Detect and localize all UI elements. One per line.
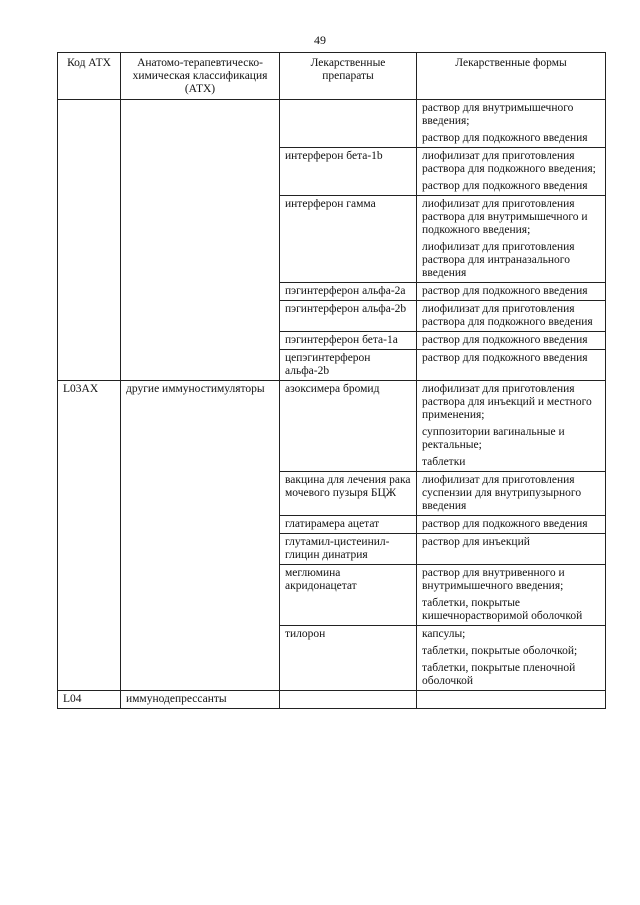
forms-cell [417, 301, 606, 332]
code-cell: L03AX [58, 381, 121, 691]
form-item: суппозитории вагинальные и ректальные; [422, 426, 565, 451]
table-row [58, 381, 606, 472]
form-item: таблетки, покрытые кишечнорастворимой оболочкой [422, 597, 583, 622]
form-item: раствор для внутривенного и внутримышечного введения; [422, 567, 565, 592]
form-item: лиофилизат для приготовления раствора для инъекций и местного применения; [422, 383, 592, 421]
atc-class-cell: иммунодепрессанты [121, 691, 280, 709]
forms-cell [417, 534, 606, 565]
forms-cell [417, 516, 606, 534]
form-item: раствор для подкожного введения [422, 285, 588, 297]
form-item: капсулы; [422, 628, 466, 640]
forms-cell [417, 148, 606, 196]
drug-cell: глатирамера ацетат [280, 516, 417, 534]
header-forms: Лекарственные формы [417, 53, 606, 100]
form-item: раствор для подкожного введения [422, 334, 588, 346]
code-cell: L04 [58, 691, 121, 709]
drug-cell: меглюмина акридонацетат [280, 565, 417, 626]
atc-class-cell [121, 100, 280, 381]
form-item: лиофилизат для приготовления раствора для подкожного введения; [422, 150, 596, 175]
header-code: Код АТХ [58, 53, 121, 100]
drug-cell: вакцина для лечения рака мочевого пузыря БЦЖ [280, 472, 417, 516]
table-row [58, 100, 606, 148]
code-cell [58, 100, 121, 381]
drug-cell: пэгинтерферон бета-1a [280, 332, 417, 350]
form-item: таблетки, покрытые оболочкой; [422, 645, 578, 657]
form-item: раствор для подкожного введения [422, 132, 588, 144]
form-item: лиофилизат для приготовления раствора для подкожного введения [422, 303, 593, 328]
drug-cell: пэгинтерферон альфа-2a [280, 283, 417, 301]
table-header-row [58, 53, 606, 100]
form-item: лиофилизат для приготовления раствора для интраназального введения [422, 241, 575, 279]
forms-cell [417, 626, 606, 691]
drug-cell: интерферон гамма [280, 196, 417, 283]
drug-cell: глутамил-цистеинил-глицин динатрия [280, 534, 417, 565]
page-number: 49 [314, 33, 326, 47]
atc-class-cell: другие иммуностимуляторы [121, 381, 280, 691]
forms-cell [417, 100, 606, 148]
forms-cell [417, 565, 606, 626]
form-item: лиофилизат для приготовления суспензии для внутрипузырного введения [422, 474, 582, 512]
form-item: раствор для подкожного введения [422, 352, 588, 364]
form-item: таблетки [422, 456, 466, 468]
form-item: раствор для инъекций [422, 536, 530, 548]
forms-cell [417, 332, 606, 350]
forms-cell [417, 283, 606, 301]
drug-cell: тилорон [280, 626, 417, 691]
form-item: лиофилизат для приготовления раствора для внутримышечного и подкожного введения; [422, 198, 588, 236]
forms-cell [417, 691, 606, 709]
table-row [58, 691, 606, 709]
drug-cell [280, 691, 417, 709]
form-item: раствор для подкожного введения [422, 518, 588, 530]
form-item: раствор для внутримышечного введения; [422, 102, 574, 127]
drug-cell: цепэгинтерферон альфа-2b [280, 350, 417, 381]
forms-cell [417, 196, 606, 283]
form-item: таблетки, покрытые пленочной оболочкой [422, 662, 576, 687]
forms-cell [417, 350, 606, 381]
drug-cell: интерферон бета-1b [280, 148, 417, 196]
atx-table [57, 52, 606, 709]
header-drugs: Лекарственные препараты [280, 53, 417, 100]
drug-cell: азоксимера бромид [280, 381, 417, 472]
header-atc-class: Анатомо-терапевтическо-химическая классификация (АТХ) [121, 53, 280, 100]
form-item: раствор для подкожного введения [422, 180, 588, 192]
drug-cell: пэгинтерферон альфа-2b [280, 301, 417, 332]
forms-cell [417, 381, 606, 472]
forms-cell [417, 472, 606, 516]
drug-cell [280, 100, 417, 148]
